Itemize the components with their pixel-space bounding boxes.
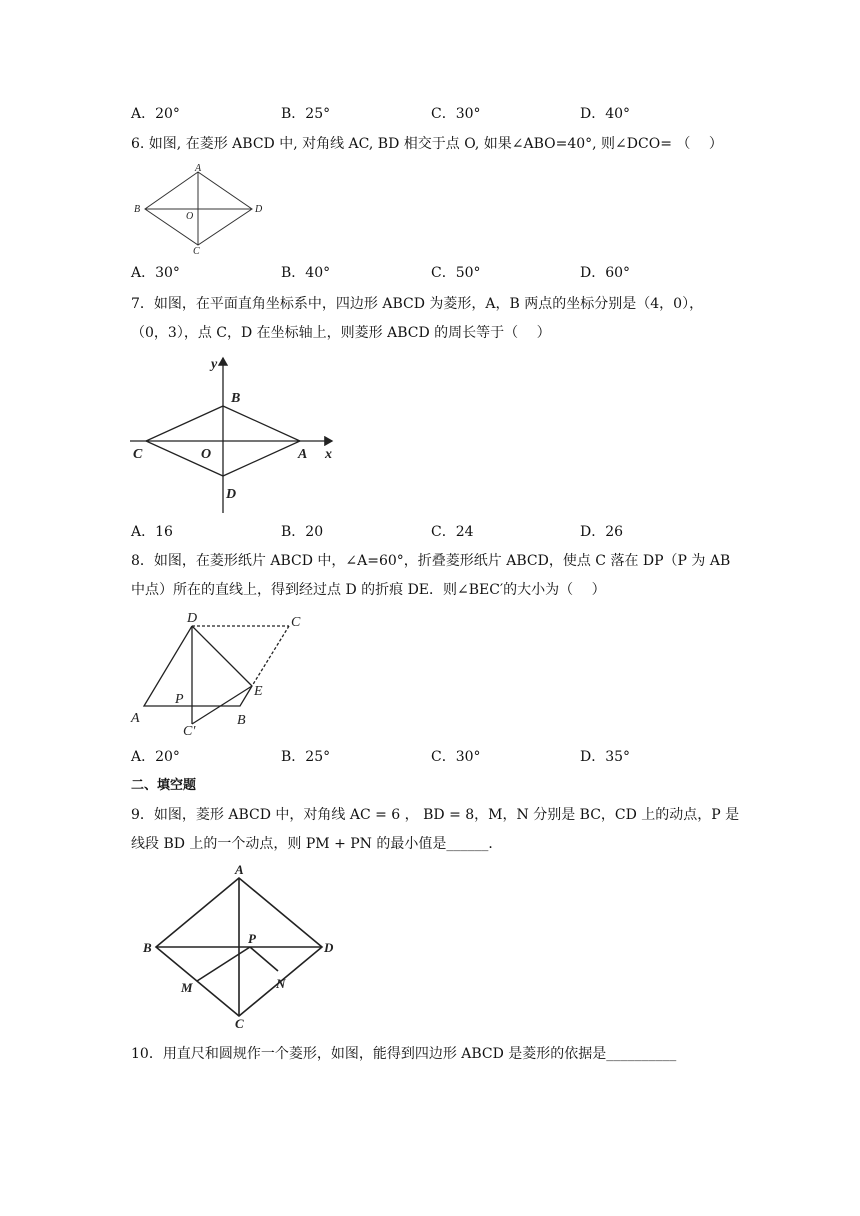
option-b: B．25°	[281, 749, 331, 765]
q9-rhombus-figure	[138, 862, 343, 1032]
q6-text: 6. 如图, 在菱形 ABCD 中, 对角线 AC, BD 相交于点 O, 如果∠ABO=40°, 则∠DCO= （ ）	[131, 136, 723, 152]
label-a: A	[195, 163, 202, 174]
q6-options	[131, 263, 731, 283]
option-d: D．26	[580, 524, 624, 540]
q7-coordinate-figure	[128, 350, 343, 515]
label-p: P	[175, 692, 184, 707]
option-d: D．60°	[580, 265, 631, 281]
label-c-prime: C′	[183, 724, 196, 736]
option-a: A．20°	[131, 749, 180, 765]
option-a: A．16	[131, 524, 173, 540]
q7-options	[131, 522, 731, 542]
label-y: y	[211, 357, 218, 372]
label-d: D	[324, 940, 334, 955]
option-c: C．24	[431, 524, 474, 540]
option-a: A．30°	[131, 265, 180, 281]
option-c: C．30°	[431, 749, 481, 765]
label-b: B	[143, 940, 152, 955]
label-d: D	[226, 487, 237, 502]
option-c: C．30°	[431, 106, 481, 122]
q8-text-line1: 8．如图，在菱形纸片 ABCD 中，∠A=60°，折叠菱形纸片 ABCD，使点 C 落在 DP（P 为 AB	[131, 553, 731, 569]
label-a: A	[235, 862, 244, 877]
label-o: O	[186, 211, 194, 222]
q8-text-line2: 中点）所在的直线上，得到经过点 D 的折痕 DE．则∠BEC′的大小为（ ）	[131, 582, 606, 598]
label-m: M	[181, 980, 193, 995]
section-title: 二、填空题	[131, 778, 197, 793]
label-c: C	[133, 447, 143, 462]
q8-folding-figure	[128, 606, 318, 736]
label-p: P	[248, 931, 256, 946]
label-x: x	[325, 447, 332, 462]
q5-options	[131, 104, 731, 124]
q9-text-line2: 线段 BD 上的一个动点，则 PM + PN 的最小值是______．	[131, 836, 503, 852]
option-c: C．50°	[431, 265, 481, 281]
label-a: A	[298, 447, 308, 462]
label-d: D	[187, 611, 198, 626]
option-b: B．25°	[281, 106, 331, 122]
label-b: B	[134, 204, 141, 215]
label-a: A	[131, 711, 140, 726]
q9-text-line1: 9．如图，菱形 ABCD 中，对角线 AC = 6 ， BD = 8，M，N 分别是 BC，CD 上的动点，P 是	[131, 807, 740, 823]
label-c: C	[291, 615, 301, 630]
label-d: D	[255, 204, 263, 215]
q10-text: 10．用直尺和圆规作一个菱形，如图，能得到四边形 ABCD 是菱形的依据是__________	[131, 1046, 677, 1062]
segment-pm	[197, 947, 250, 981]
label-n: N	[276, 976, 286, 991]
option-b: B．20	[281, 524, 324, 540]
q8-options	[131, 747, 731, 767]
option-a: A．20°	[131, 106, 180, 122]
label-c: C	[193, 246, 200, 255]
rhombus-left-part	[144, 626, 252, 706]
option-d: D．40°	[580, 106, 631, 122]
option-b: B．40°	[281, 265, 331, 281]
fold-de	[192, 626, 252, 686]
label-o: O	[201, 447, 212, 462]
option-d: D．35°	[580, 749, 631, 765]
segment-pn	[250, 947, 278, 971]
q6-rhombus-figure	[128, 163, 268, 255]
q7-text-line2: （0，3），点 C，D 在坐标轴上，则菱形 ABCD 的周长等于（ ）	[131, 325, 551, 341]
label-b: B	[237, 713, 246, 728]
label-b: B	[231, 391, 241, 406]
label-e: E	[254, 684, 263, 699]
label-c: C	[235, 1016, 244, 1031]
dashed-ce	[252, 626, 289, 686]
q7-text-line1: 7．如图，在平面直角坐标系中，四边形 ABCD 为菱形，A，B 两点的坐标分别是（4，0），	[131, 296, 704, 312]
